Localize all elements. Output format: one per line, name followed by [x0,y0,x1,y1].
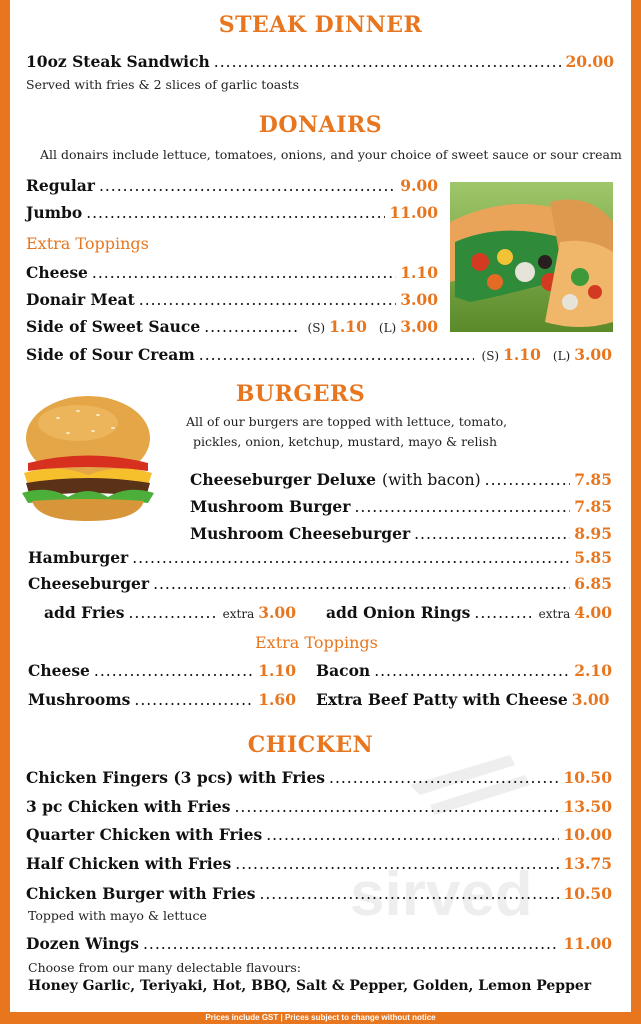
menu-page [10,0,631,1012]
item-price: 10.50 [563,884,612,903]
burgers-heading: BURGERS [235,381,366,407]
small-price: 1.10 [329,317,367,336]
chicken-burger-row [26,884,612,903]
item-name: Side of Sweet Sauce [26,317,201,336]
item-price: 1.10 [258,661,296,680]
chicken-fingers-row [26,768,612,787]
half-chicken-row [26,854,612,873]
chicken-burger-desc: Topped with mayo & lettuce [28,908,207,923]
wing-flavours [28,978,591,994]
small-price: 1.10 [503,345,541,364]
extra-label: extra [222,607,255,621]
size-small: (S) [481,349,500,363]
donair-regular-row [26,176,438,195]
burger-cheese-row [28,661,296,680]
item-name: 3 pc Chicken with Fries [26,797,231,816]
item-name: Cheese [26,263,88,282]
item-note: (with bacon) [382,471,481,489]
item-price: 8.95 [574,524,612,543]
size-large: (L) [552,349,571,363]
item-price: 6.85 [574,574,612,593]
burger-extra-toppings-heading: Extra Toppings [255,633,378,652]
add-onion-rings-row [326,603,612,622]
footer-notice: Prices include GST | Prices subject to change without notice [0,1012,641,1024]
item-price: 10.00 [563,825,612,844]
donair-wrap-image [450,182,613,332]
large-price: 3.00 [574,345,612,364]
watermark-text: sirved [350,860,533,929]
item-name: Jumbo [26,203,83,222]
item-name: Extra Beef Patty with Cheese [316,690,568,709]
large-price: 3.00 [400,317,438,336]
burger-image [18,393,158,528]
chicken-heading: CHICKEN [247,732,374,758]
item-price: 11.00 [389,203,438,222]
donair-meat-row [26,290,438,309]
item-name: Cheeseburger [28,574,150,593]
wings-desc: Choose from our many delectable flavours: [28,960,301,975]
cheeseburger-row [28,574,612,593]
burger-bacon-row [316,661,612,680]
item-name: Mushrooms [28,690,131,709]
item-name: add Fries [44,603,125,622]
donair-extra-toppings-heading: Extra Toppings [26,234,149,253]
steak-desc: Served with fries & 2 slices of garlic toasts [26,77,300,92]
item-price: 3.00 [400,290,438,309]
mushroom-burger-row [190,497,612,516]
size-large: (L) [378,321,397,335]
item-name: add Onion Rings [326,603,471,622]
item-name: Dozen Wings [26,934,139,953]
item-price: 13.75 [563,854,612,873]
item-name: Bacon [316,661,371,680]
item-name: Side of Sour Cream [26,345,195,364]
donairs-heading: DONAIRS [258,112,383,138]
item-name: Mushroom Burger [190,497,351,516]
steak-heading: STEAK DINNER [218,12,423,38]
item-name: Half Chicken with Fries [26,854,232,873]
item-price: 1.60 [258,690,296,709]
add-fries-row [44,603,296,622]
hamburger-row [28,548,612,567]
steak-sandwich-row [26,52,614,71]
burger-patty-row [316,690,612,709]
item-price: 2.10 [574,661,612,680]
donair-sweet-sauce-row [26,317,438,336]
item-name: 10oz Steak Sandwich [26,52,210,71]
mushroom-cheeseburger-row [190,524,612,543]
item-name: Hamburger [28,548,129,567]
dozen-wings-row [26,934,612,953]
item-price: 3.00 [571,690,610,709]
item-price: 7.85 [574,470,612,489]
cheeseburger-deluxe-row [190,470,612,489]
quarter-chicken-row [26,825,612,844]
donair-cheese-row [26,263,438,282]
item-price: 11.00 [563,934,612,953]
item-name: Cheese [28,661,90,680]
size-small: (S) [307,321,326,335]
item-price: 1.10 [400,263,438,282]
burgers-desc-line1: All of our burgers are topped with lettuce, tomato, [186,414,508,429]
item-price: 5.85 [574,548,612,567]
item-price: 13.50 [563,797,612,816]
item-name: Mushroom Cheeseburger [190,524,411,543]
item-price: 4.00 [574,603,612,622]
item-name: Chicken Fingers (3 pcs) with Fries [26,768,326,787]
item-name: Regular [26,176,95,195]
burger-mushrooms-row [28,690,296,709]
item-name: Donair Meat [26,290,135,309]
burgers-desc-line2: pickles, onion, ketchup, mustard, mayo & relish [193,434,497,449]
item-price: 9.00 [400,176,438,195]
item-price: 10.50 [563,768,612,787]
item-price: 7.85 [574,497,612,516]
donairs-desc: All donairs include lettuce, tomatoes, onions, and your choice of sweet sauce or sour cream [40,147,622,162]
flavours-list: Honey Garlic, Teriyaki, Hot, BBQ, Salt & Pepper, Golden, Lemon Pepper [28,978,592,994]
extra-label: extra [538,607,571,621]
donair-jumbo-row [26,203,438,222]
item-name: Cheeseburger Deluxe [190,470,377,489]
item-name: Chicken Burger with Fries [26,884,256,903]
item-price: 20.00 [565,52,614,71]
item-price: 3.00 [258,603,296,622]
three-pc-chicken-row [26,797,612,816]
item-name: Quarter Chicken with Fries [26,825,263,844]
donair-sour-cream-row [26,345,612,364]
